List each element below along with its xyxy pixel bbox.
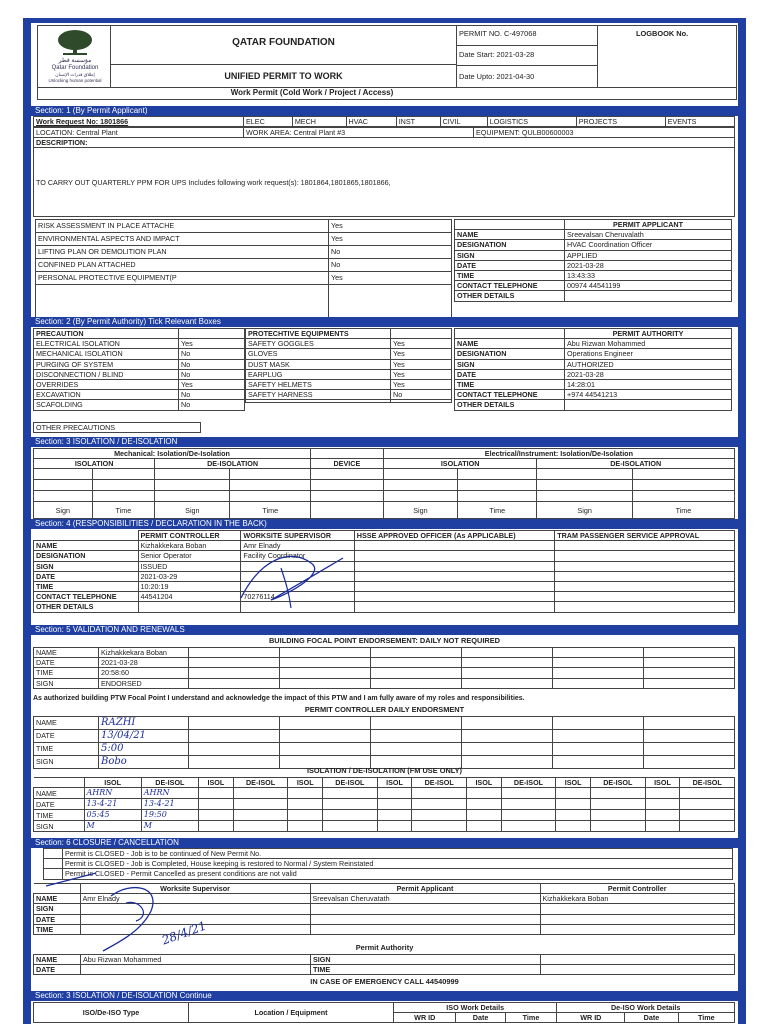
section2-title: Section: 2 (By Permit Authority) Tick Relevant Boxes	[31, 317, 738, 327]
date-upto: Date Upto: 2021-04-30	[459, 72, 535, 81]
logo-tag-arabic: إطلاق قدرات الإنسان	[55, 72, 95, 78]
discipline-mech: MECH	[292, 117, 346, 127]
other-precautions: OTHER PRECAUTIONS	[34, 423, 201, 433]
discipline-civil: CIVIL	[440, 117, 487, 127]
section1-title: Section: 1 (By Permit Applicant)	[31, 106, 738, 116]
section3-title: Section: 3 ISOLATION / DE-ISOLATION	[31, 437, 738, 447]
section1-checks: RISK ASSESSMENT IN PLACE ATTACHE Yes ENVIRONMENTAL ASPECTS AND IMPACT Yes LIFTING PLAN OR DEMOLITION PLAN No CONFINED PLAN ATTACHED No PERSONAL PROTECTIVE EQUIPMENT(P Yes	[35, 219, 452, 324]
section4-title: Section: 4 (RESPONSIBILITIES / DECLARATION IN THE BACK)	[31, 519, 738, 529]
permit-no: PERMIT NO. C-497068	[459, 29, 537, 38]
emergency-note: IN CASE OF EMERGENCY CALL 44540999	[310, 977, 459, 986]
daily-endorsement-table: NAME RAZHI DATE 13/04/21 TIME 5:00 SIGN Bobo	[33, 716, 735, 769]
closure-authority-title: Permit Authority	[355, 943, 414, 952]
description-label: DESCRIPTION:	[34, 138, 735, 148]
discipline-events: EVENTS	[665, 117, 734, 127]
work-area: WORK AREA: Central Plant #3	[244, 128, 474, 138]
iso-fm-table: ISOL DE-ISOL ISOL DE-ISOL ISOL DE-ISOL ISOL DE-ISOL ISOL DE-ISOL ISOL DE-ISOL ISOL DE-ISOL NAME AHRN AHRN DATE 13-4-21 13-4-21 TIME 05:45 19:50 SIGN M M	[33, 777, 735, 832]
work-request: Work Request No: 1801866	[34, 117, 244, 127]
permit-type: Work Permit (Cold Work / Project / Access)	[230, 88, 394, 97]
section6-title: Section: 6 CLOSURE / CANCELLATION	[31, 838, 738, 848]
closure-checkbox-2[interactable]	[44, 859, 63, 869]
section3c-title: Section: 3 ISOLATION / DE-ISOLATION Continue	[31, 991, 738, 1001]
tree-logo-icon	[43, 27, 107, 57]
location: LOCATION: Central Plant	[34, 128, 244, 138]
applicant-name: Sreevalsan Cheruvalath	[565, 230, 732, 240]
permit-authority-table: PERMIT AUTHORITY NAME Abu Rizwan Mohammed DESIGNATION Operations Engineer SIGN AUTHORIZED DATE 2021-03-28 TIME 14:28:01 CONTACT TELEPHONE +974 44541213 OTHER DETAILS	[454, 328, 732, 411]
discipline-logistics: LOGISTICS	[487, 117, 576, 127]
daily-title: PERMIT CONTROLLER DAILY ENDORSMENT	[304, 705, 465, 714]
focal-declaration: As authorized building PTW Focal Point I understand and acknowledge the impact of this PTW and I am fully aware of my roles and responsibilities.	[33, 695, 525, 702]
description-text: TO CARRY OUT QUARTERLY PPM FOR UPS Includes following work request(s): 1801864,1801865,1801866,	[34, 148, 735, 217]
permit-page	[23, 18, 746, 1024]
closure-checkbox-3[interactable]	[44, 869, 63, 879]
section5-title: Section: 5 VALIDATION AND RENEWALS	[31, 625, 738, 635]
precautions-table: PRECAUTION ELECTRICAL ISOLATION Yes MECHANICAL ISOLATION No PURGING OF SYSTEM No DISCONNECTION / BLIND No OVERRIDES Yes EXCAVATION No SCAFOLDING No	[33, 328, 245, 411]
org-name: QATAR FOUNDATION	[232, 37, 335, 48]
closure-options: Permit is CLOSED - Job is to be continued of New Permit No. Permit is CLOSED - Job is Completed, House keeping is restored to Normal / System Reinstated Permit is CLOSED - Permit Cancelled as present conditions are not valid	[43, 848, 733, 880]
section1-top-table	[33, 116, 735, 127]
discipline-elec: ELEC	[244, 117, 293, 127]
closure-signoff-table: Worksite Supervisor Permit Applicant Permit Controller NAME Amr Elnady Sreevalsan Cheruvatath Kizhakkekara Boban SIGN DATE TIME	[33, 883, 735, 935]
logbook-label: LOGBOOK No.	[636, 29, 689, 38]
responsibilities-table: PERMIT CONTROLLER WORKSITE SUPERVISOR HSSE APPROVED OFFICER (As APPLICABLE) TRAM PASSENGER SERVICE APPROVAL NAME Kizhakkekara Boban Amr Elnady DESIGNATION Senior Operator Facility Coordinator SIGN ISSUED DATE 2021-03-29 TIME 10:20:19 CONTACT TELEPHONE 44541204 70276114 OTHER DETAILS	[33, 530, 735, 613]
form-title: UNIFIED PERMIT TO WORK	[224, 71, 343, 81]
focal-table: NAME Kizhakkekara Boban DATE 2021-03-28 TIME 20:58:60 SIGN ENDORSED	[33, 647, 735, 689]
permit-form	[31, 23, 738, 1024]
qatar-foundation-logo	[43, 27, 107, 85]
ppe-table: PROTECHTIVE EQUIPMENTS SAFETY GOGGLES Yes GLOVES Yes DUST MASK Yes EARPLUG Yes SAFETY HELMETS Yes SAFETY HARNESS No	[245, 328, 452, 403]
discipline-projects: PROJECTS	[576, 117, 665, 127]
focal-title: BUILDING FOCAL POINT ENDORSEMENT: DAILY NOT REQUIRED	[268, 636, 501, 645]
logo-arabic: مؤسسة قطر	[58, 58, 92, 65]
logo-tag-english: Unlocking human potential	[48, 78, 102, 84]
closure-checkbox-1[interactable]	[44, 849, 63, 859]
applicant-title: PERMIT APPLICANT	[565, 220, 732, 230]
equipment: EQUIPMENT: QULB00600003	[474, 128, 735, 138]
discipline-inst: INST	[396, 117, 440, 127]
date-start: Date Start: 2021-03-28	[459, 50, 535, 59]
permit-applicant-table: PERMIT APPLICANT NAME Sreevalsan Cheruvalath DESIGNATION HVAC Coordination Officer SIGN APPLIED DATE 2021-03-28 TIME 13:43:33 CONTACT TELEPHONE 00974 44541199 OTHER DETAILS	[454, 219, 732, 302]
iso-fm-title: ISOLATION / DE-ISOLATION (FM USE ONLY)	[306, 766, 463, 775]
isolation-continue-table: ISO/De-ISO Type Location / Equipment ISO Work Details De-ISO Work Details WR ID Date Time WR ID Date Time	[33, 1002, 735, 1023]
logo-english: Qatar Foundation	[51, 65, 99, 72]
authority-name: Abu Rizwan Mohammed	[565, 339, 732, 349]
closure-handwritten-date: 28/4/21	[160, 918, 209, 948]
closure-authority-table: NAME Abu Rizwan Mohammed SIGN DATE TIME	[33, 954, 735, 975]
discipline-hvac: HVAC	[346, 117, 396, 127]
isolation-table: Mechanical: Isolation/De-Isolation Electrical/Instrument: Isolation/De-Isolation ISOLATION DE-ISOLATION DEVICE ISOLATION DE-ISOLATION Sign Time Sign Time Sign Time Sign Time	[33, 448, 735, 519]
